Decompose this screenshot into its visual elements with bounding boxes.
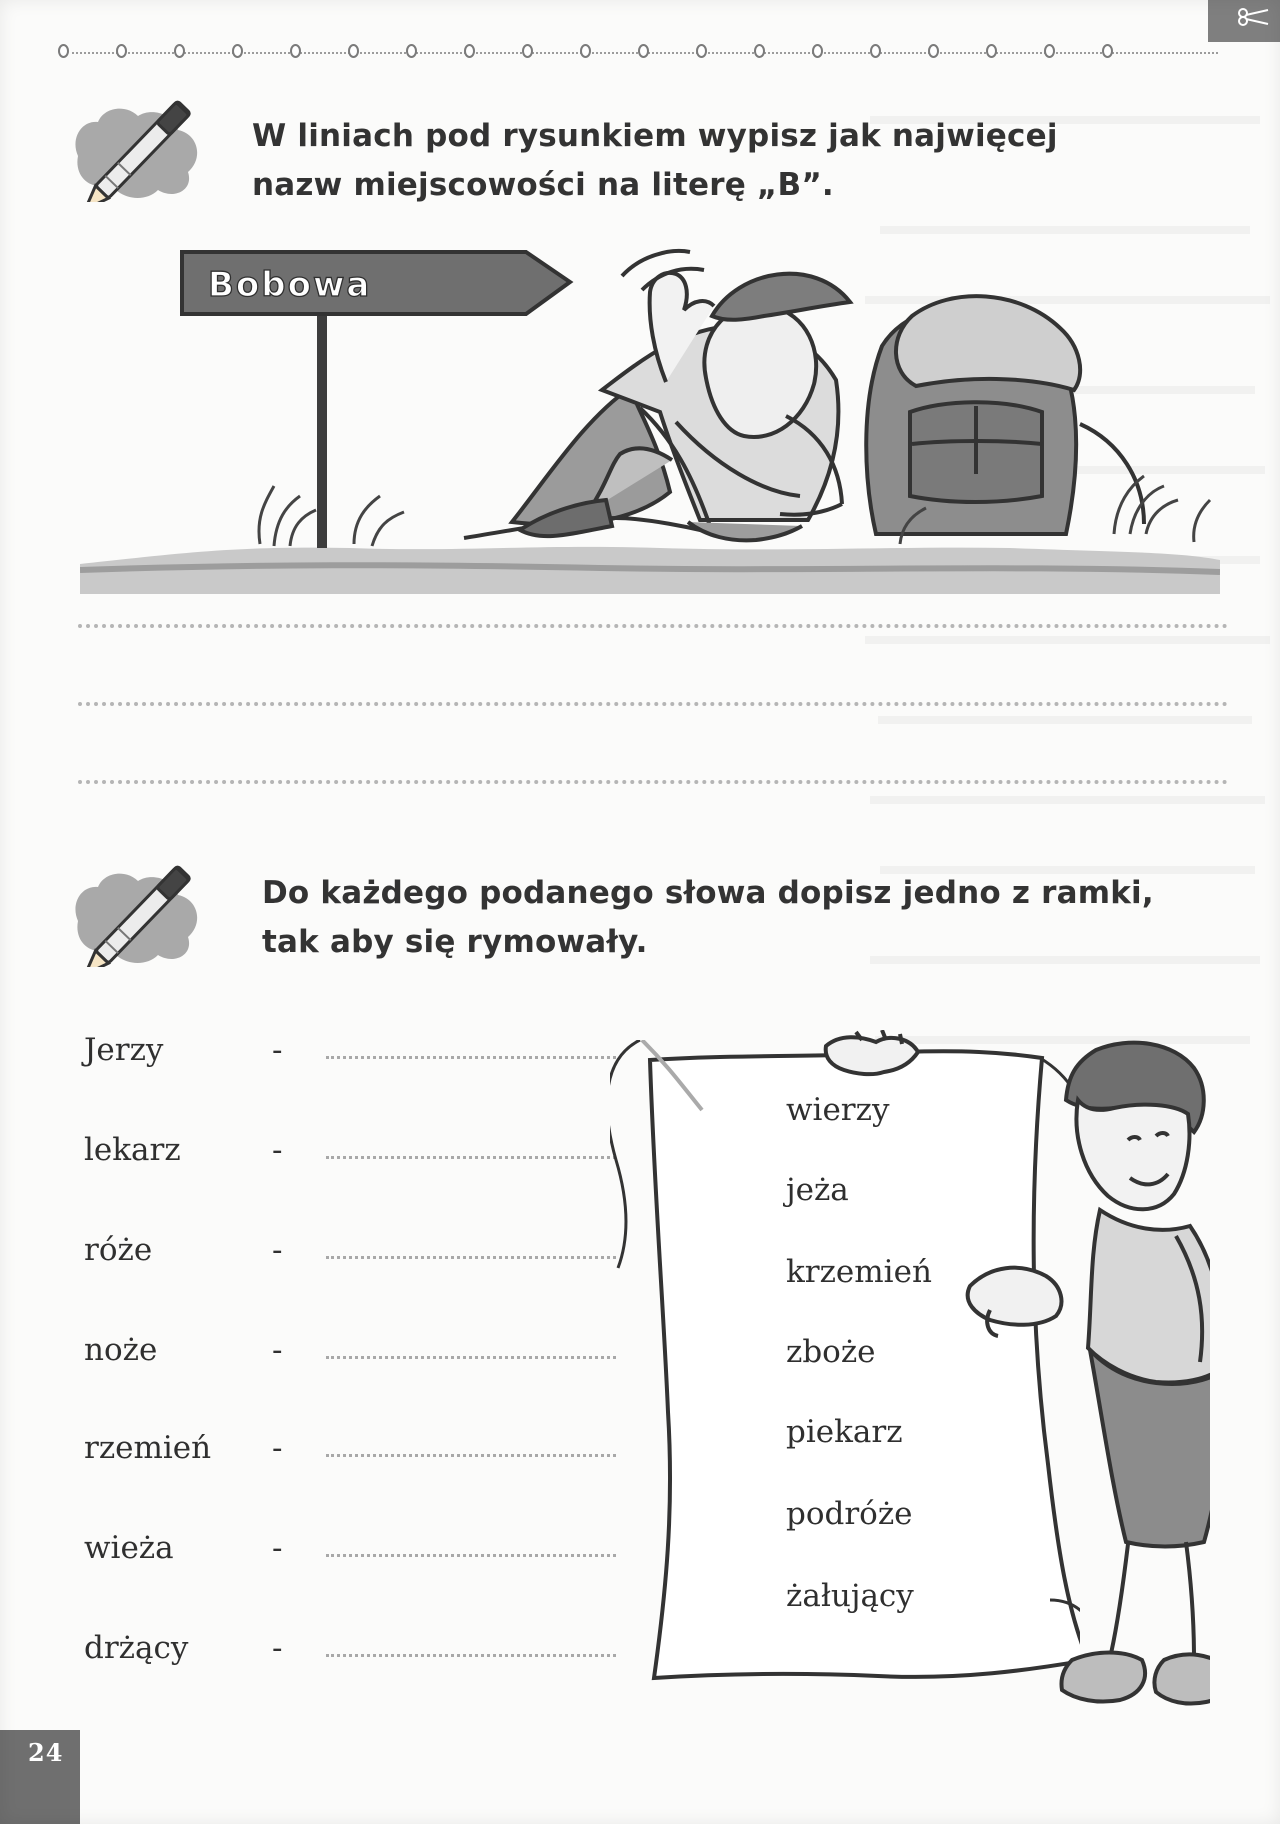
rhyme-dash: -: [272, 1132, 283, 1168]
binding-ring: [580, 44, 591, 58]
rhyme-row: [84, 1528, 654, 1568]
exercise-2-instruction: [262, 869, 1242, 967]
binding-ring: [986, 44, 997, 58]
binding-ring: [696, 44, 707, 58]
rhyme-dash: -: [272, 1332, 283, 1368]
box-word: piekarz: [786, 1414, 903, 1450]
binding-ring: [928, 44, 939, 58]
binding-ring: [870, 44, 881, 58]
rhyme-dash: -: [272, 1630, 283, 1666]
binding-ring: [812, 44, 823, 58]
rhyme-row: [84, 1628, 654, 1668]
rhyme-dash: -: [272, 1530, 283, 1566]
rhyme-dash: -: [272, 1232, 283, 1268]
rhyme-dash: -: [272, 1032, 283, 1068]
binding-ring: [348, 44, 359, 58]
hiker-scene-illustration: [80, 234, 1220, 594]
boy-holding-paper-illustration: [980, 1028, 1210, 1728]
binding-ring: [464, 44, 475, 58]
box-word: zboże: [786, 1334, 876, 1370]
rhyme-word: Jerzy: [84, 1032, 164, 1068]
rhyme-word: wieża: [84, 1530, 174, 1566]
binding-ring: [638, 44, 649, 58]
answer-word-box: [786, 1090, 1006, 1630]
rhyme-row: [84, 1230, 654, 1270]
exercise-1-instruction-line-2: nazw miejscowości na literę „B”.: [252, 167, 834, 203]
exercise-1-instruction-line-1: W liniach pod rysunkiem wypisz jak najwięcej: [252, 118, 1058, 154]
box-word: żałujący: [786, 1578, 914, 1614]
binding-ring: [1044, 44, 1055, 58]
rhyme-dash: -: [272, 1430, 283, 1466]
binding-ring: [1102, 44, 1113, 58]
rhyme-word: róże: [84, 1232, 153, 1268]
ground-illustration: [80, 547, 1220, 594]
exercise-2-instruction-line-1: Do każdego podanego słowa dopisz jedno z ramki,: [262, 875, 1154, 911]
rhyme-list: [84, 1030, 654, 1730]
answer-line-2[interactable]: [78, 702, 1228, 706]
rhyme-answer-line[interactable]: [326, 1454, 616, 1457]
exercise-2-instruction-line-2: tak aby się rymowały.: [262, 924, 648, 960]
binding-ring: [58, 44, 69, 58]
rhyme-answer-line[interactable]: [326, 1654, 616, 1657]
box-word: jeża: [786, 1172, 849, 1208]
rhyme-row: [84, 1428, 654, 1468]
box-word: wierzy: [786, 1092, 890, 1128]
box-word: podróże: [786, 1496, 913, 1532]
pencil-icon: [70, 100, 208, 202]
box-word: krzemień: [786, 1254, 932, 1290]
binding-ring: [116, 44, 127, 58]
page-number: 24: [28, 1738, 64, 1767]
rhyme-word: lekarz: [84, 1132, 181, 1168]
binding-ring: [232, 44, 243, 58]
answer-line-3[interactable]: [78, 780, 1228, 784]
backpack-illustration: [866, 296, 1144, 534]
rhyme-answer-line[interactable]: [326, 1356, 616, 1359]
rhyme-answer-line[interactable]: [326, 1554, 616, 1557]
rhyme-word: noże: [84, 1332, 158, 1368]
binding-ring: [290, 44, 301, 58]
binding-ring: [754, 44, 765, 58]
rhyme-word: drżący: [84, 1630, 189, 1666]
rhyme-answer-line[interactable]: [326, 1256, 616, 1259]
rhyme-answer-line[interactable]: [326, 1056, 616, 1059]
rhyme-row: [84, 1330, 654, 1370]
scissors-icon: [1236, 8, 1270, 26]
rhyme-row: [84, 1130, 654, 1170]
signpost-label: Bobowa: [208, 265, 372, 305]
rhyme-word: rzemień: [84, 1430, 212, 1466]
signpost-illustration: [182, 252, 570, 548]
rhyme-row: [84, 1030, 654, 1070]
binding-ring: [174, 44, 185, 58]
pencil-icon: [70, 865, 208, 967]
answer-line-1[interactable]: [78, 624, 1228, 628]
rhyme-answer-line[interactable]: [326, 1156, 616, 1159]
exercise-1-instruction: [252, 112, 1152, 210]
binding-ring: [522, 44, 533, 58]
corner-tab: [1208, 0, 1280, 42]
spiral-binding: [58, 30, 1238, 64]
binding-ring: [406, 44, 417, 58]
